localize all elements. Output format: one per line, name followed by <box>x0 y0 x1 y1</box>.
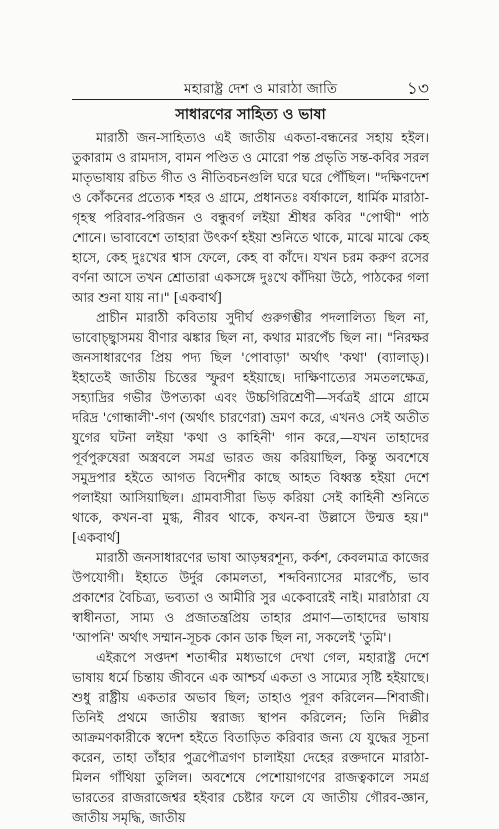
section-title: সাধারণের সাহিত্য ও ভাষা <box>175 106 326 123</box>
paragraph-4: এইরূপে সপ্তদশ শতাব্দীর মধ্যভাগে দেখা গেল, মহারাষ্ট্র দেশে ভাষায় ধর্মে চিন্তায় জীবনে এক আশ্চর্য একতা ও সাম্যের সৃষ্টি হইয়াছে। শুধু রাষ্ট্রীয় একতার অভাব ছিল; তাহাও পূরণ করিলেন—শিবাজী। তিনিই প্রথমে জাতীয় স্বরাজ্য স্থাপন করিলেন; তিনি দিল্লীর আক্রমণকারীকে স্বদেশ হইতে বিতাড়িত করিবার জন্য যে যুদ্ধের সূচনা করেন, তাহা তাঁহার পুত্রপৌত্রগণ চালাইয়া দেহের রক্তদানে মারাঠা-মিলন গাঁথিয়া তুলিল। অবশেষে পেশোয়াগণের রাজত্বকালে সমগ্র ভারতের রাজরাজেশ্বর হইবার চেষ্টার ফলে যে জাতীয় গৌরব-জ্ঞান, জাতীয় সমৃদ্ধি, জাতীয় <box>72 651 429 826</box>
running-head: মহারাষ্ট্র দেশ ও মারাঠা জাতি <box>184 81 338 97</box>
page-header <box>72 76 429 98</box>
paragraph-1: মারাঠী জন-সাহিত্যও এই জাতীয় একতা-বন্ধনের সহায় হইল। তুকারাম ও রামদাস, বামন পণ্ডিত ও মোরো পন্ত প্রভৃতি সন্ত-কবির সরল মাতৃভাষায় রচিত গীত ও নীতিবচনগুলি ঘরে ঘরে পৌঁছিল। "দক্ষিণদেশ ও কোঁকনের প্রত্যেক শহর ও গ্রামে, প্রধানতঃ বর্ষাকালে, ধার্মিক মারাঠা-গৃহস্থ পরিবার-পরিজন ও বন্ধুবর্গ লইয়া শ্রীধর কবির "পোথী" পাঠ শোনে। ভাবাবেশে তাহারা উৎকর্ণ হইয়া শুনিতে থাকে, মাঝে মাঝে কেহ হাসে, কেহ দুঃখের শ্বাস ফেলে, কেহ বা কাঁদে। যখন চরম করুণ রসের বর্ণনা আসে তখন শ্রোতারা একসঙ্গে দুঃখে কাঁদিয়া উঠে, পাঠকের গলা আর শুনা যায় না।" [একবার্থ] <box>72 131 429 306</box>
paragraph-3: মারাঠী জনসাধারণের ভাষা আড়ম্বরশূন্য, কর্কশ, কেবলমাত্র কাজের উপযোগী। ইহাতে উর্দুর কোমলতা, শব্দবিন্যাসের মারপেঁচ, ভাব প্রকাশের বৈচিত্র্য, ভব্যতা ও আমীরি সুর একেবারেই নাই। মারাঠারা যে স্বাধীনতা, সাম্য ও প্রজাতন্ত্রপ্রিয় তাহার প্রমাণ—তাহাদের ভাষায় 'আপনি' অর্থাৎ সম্মান-সূচক কোন ডাক ছিল না, সকলেই 'তুমি'। <box>72 551 429 646</box>
header-rule <box>72 99 429 100</box>
paragraph-2: প্রাচীন মারাঠী কবিতায় সুদীর্ঘ গুরুগম্ভীর পদলালিত্য ছিল না, ভাবোচ্ছ্বাসময় বীণার ঝঙ্কার ছিল না, কথার মারপেঁচ ছিল না। "নিরক্ষর জনসাধারণের প্রিয় পদ্য ছিল 'পোবাড়া' অর্থাৎ 'কথা' (ব্যালাড্)। ইহাতেই জাতীয় চিত্তের স্ফুরণ হইয়াছে। দাক্ষিণাত্যের সমতলক্ষেত্র, সহ্যাদ্রির গভীর উপত্যকা এবং উচ্চগিরিশ্রেণী—সর্বত্রই গ্রামে গ্রামে দরিদ্র 'গোন্ধালী'-গণ (অর্থাৎ চারণেরা) ভ্রমণ করে, এখনও সেই অতীত যুগের ঘটনা লইয়া 'কথা ও কাহিনী' গান করে,—যখন তাহাদের পূর্বপুরুষেরা অস্ত্রবলে সমগ্র ভারত জয় করিয়াছিল, কিন্তু অবশেষে সমুদ্রপার হইতে আগত বিদেশীর কাছে আহত বিধ্বস্ত হইয়া দেশে পলাইয়া আসিয়াছিল। গ্রামবাসীরা ভিড় করিয়া সেই কাহিনী শুনিতে থাকে, কখন-বা মুগ্ধ, নীরব থাকে, কখন-বা উল্লাসে উন্মত্ত হয়।" [একবার্থ] <box>72 311 429 546</box>
page-number: ১৩ <box>406 79 429 99</box>
page-body <box>72 104 429 829</box>
